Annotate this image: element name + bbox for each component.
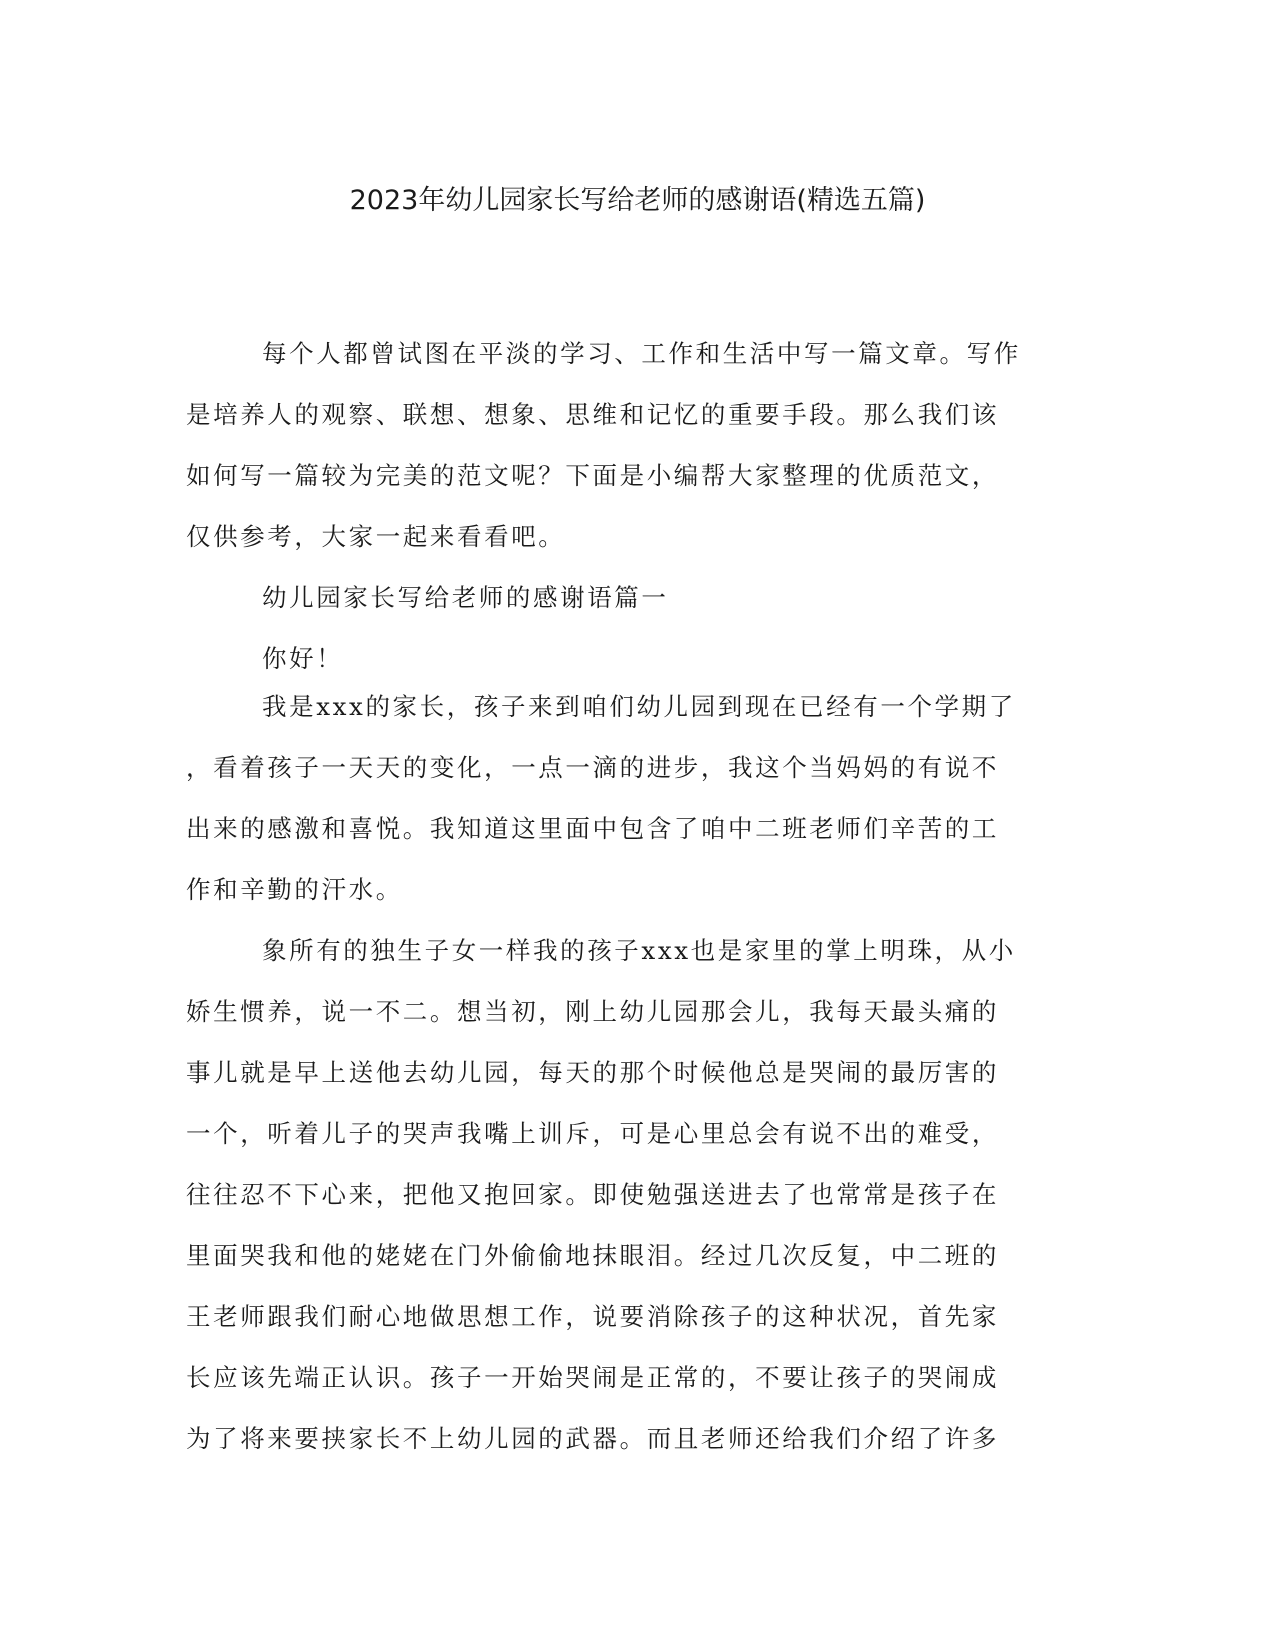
paragraph-line: ，看着孩子一天天的变化，一点一滴的进步，我这个当妈妈的有说不 [186,753,999,782]
paragraph-line: 象所有的独生子女一样我的孩子xxx也是家里的掌上明珠，从小 [262,936,1016,965]
paragraph-line: 如何写一篇较为完美的范文呢？下面是小编帮大家整理的优质范文， [186,461,999,490]
document-title: 2023年幼儿园家长写给老师的感谢语(精选五篇) [349,185,926,216]
paragraph-line: 每个人都曾试图在平淡的学习、工作和生活中写一篇文章。写作 [262,339,1021,368]
paragraph-line: 一个，听着儿子的哭声我嘴上训斥，可是心里总会有说不出的难受， [186,1119,999,1148]
paragraph-line: 里面哭我和他的姥姥在门外偷偷地抹眼泪。经过几次反复，中二班的 [186,1241,999,1270]
paragraph-line: 长应该先端正认识。孩子一开始哭闹是正常的，不要让孩子的哭闹成 [186,1363,999,1392]
paragraph-line: 王老师跟我们耐心地做思想工作，说要消除孩子的这种状况，首先家 [186,1302,999,1331]
paragraph-line: 为了将来要挟家长不上幼儿园的武器。而且老师还给我们介绍了许多 [186,1424,999,1453]
paragraph-line: 娇生惯养，说一不二。想当初，刚上幼儿园那会儿，我每天最头痛的 [186,997,999,1026]
paragraph-line: 作和辛勤的汗水。 [186,875,403,904]
paragraph-line: 出来的感激和喜悦。我知道这里面中包含了咱中二班老师们辛苦的工 [186,814,999,843]
paragraph-line: 仅供参考，大家一起来看看吧。 [186,522,566,551]
paragraph-line: 事儿就是早上送他去幼儿园，每天的那个时候他总是哭闹的最厉害的 [186,1058,999,1087]
document-body [186,323,1078,1469]
paragraph-line: 是培养人的观察、联想、想象、思维和记忆的重要手段。那么我们该 [186,400,999,429]
paragraph-line: 往往忍不下心来，把他又抱回家。即使勉强送进去了也常常是孩子在 [186,1180,999,1209]
section-heading: 幼儿园家长写给老师的感谢语篇一 [262,583,669,612]
greeting-line: 你好！ [262,644,344,673]
paragraph-line: 我是xxx的家长，孩子来到咱们幼儿园到现在已经有一个学期了 [262,692,1016,721]
